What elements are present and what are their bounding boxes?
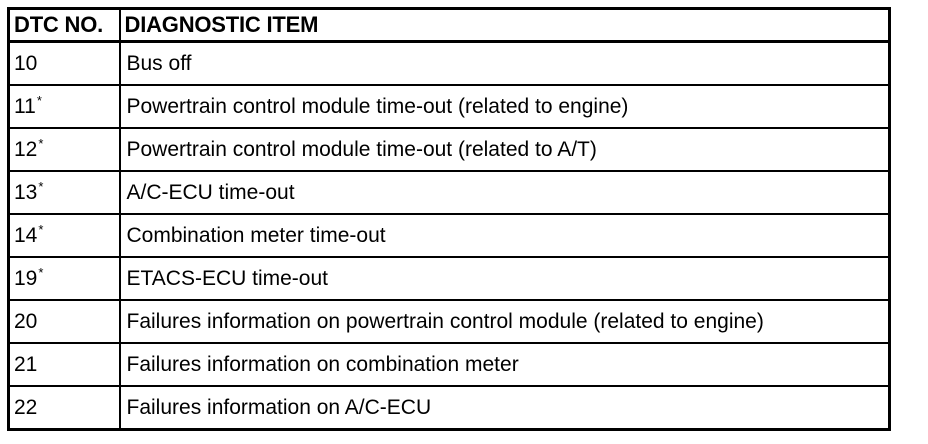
diagnostic-item-cell: Bus off [120,42,890,86]
footnote-mark: * [36,92,42,108]
dtc-code-cell [9,300,120,343]
footnote-mark: * [38,264,44,280]
dtc-code-cell [9,257,120,300]
diagnostic-item-cell: Powertrain control module time-out (related to A/T) [120,128,890,171]
table-row [9,214,890,257]
table-row [9,128,890,171]
dtc-code-cell [9,85,120,128]
dtc-code: 19 [14,266,38,290]
dtc-code-cell [9,128,120,171]
diagnostic-item-cell: A/C-ECU time-out [120,171,890,214]
dtc-code: 11 [14,94,36,118]
dtc-code-cell [9,343,120,386]
table-row [9,171,890,214]
header-diagnostic-item: DIAGNOSTIC ITEM [120,9,890,42]
dtc-code-cell [9,214,120,257]
diagnostic-item-cell: ETACS-ECU time-out [120,257,890,300]
dtc-table [7,7,891,431]
header-dtc-no: DTC NO. [9,9,120,42]
table-row [9,85,890,128]
dtc-code-cell [9,386,120,430]
footnote-mark: * [38,135,44,151]
diagnostic-item-cell: Failures information on combination meter [120,343,890,386]
dtc-code-cell [9,42,120,86]
dtc-code: 20 [14,309,38,333]
table-row [9,42,890,86]
table-row [9,386,890,430]
table-header-row [9,9,890,42]
table-row [9,300,890,343]
dtc-code: 22 [14,395,38,419]
dtc-code: 13 [14,180,38,204]
table-row [9,257,890,300]
footnote-mark: * [38,221,44,237]
dtc-code: 21 [14,352,38,376]
diagnostic-item-cell: Failures information on A/C-ECU [120,386,890,430]
dtc-code: 12 [14,137,38,161]
diagnostic-item-cell: Failures information on powertrain control module (related to engine) [120,300,890,343]
dtc-code: 10 [14,51,38,75]
dtc-code: 14 [14,223,38,247]
diagnostic-item-cell: Combination meter time-out [120,214,890,257]
footnote-mark: * [38,178,44,194]
diagnostic-item-cell: Powertrain control module time-out (related to engine) [120,85,890,128]
dtc-code-cell [9,171,120,214]
table-row [9,343,890,386]
